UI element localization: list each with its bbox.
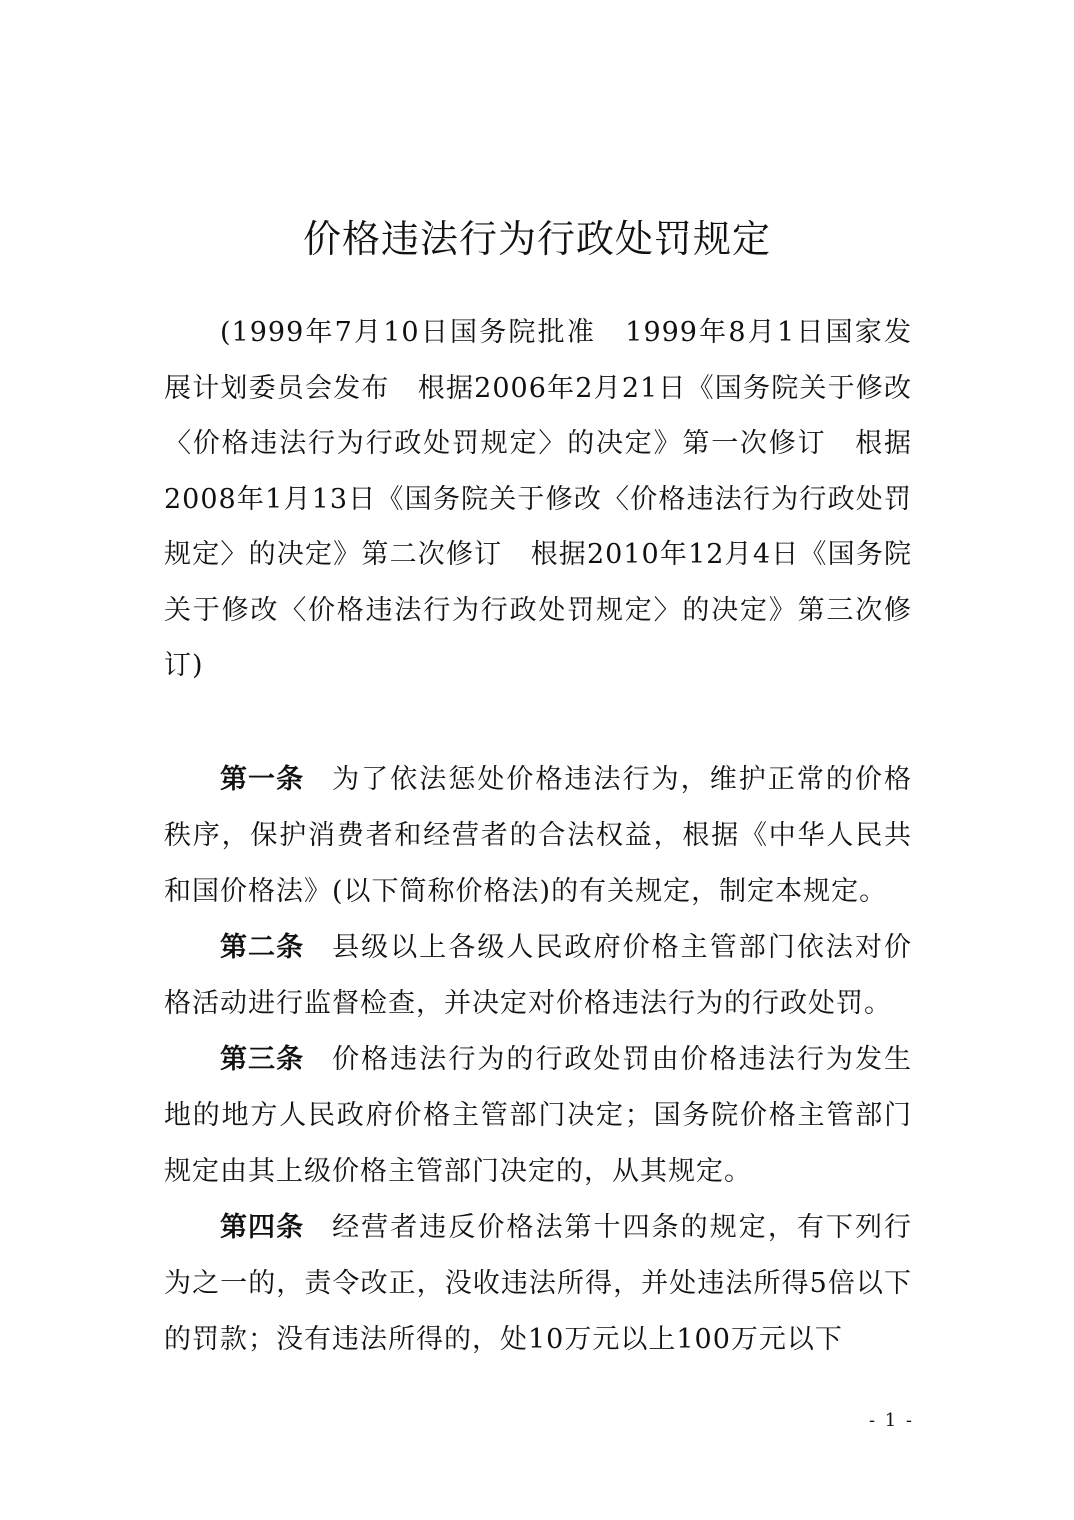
article-3-label: 第三条 bbox=[220, 1044, 305, 1075]
article-3-text: 价格违法行为的行政处罚由价格违法行为发生地的地方人民政府价格主管部门决定；国务院价格主管部门规定由其上级价格主管部门决定的，从其规定。 bbox=[164, 1044, 913, 1187]
page-number: - 1 - bbox=[868, 1410, 914, 1431]
page-title: 价格违法行为行政处罚规定 bbox=[302, 217, 771, 262]
article-4-text: 经营者违反价格法第十四条的规定，有下列行为之一的，责令改正，没收违法所得，并处违法所得5倍以下的罚款；没有违法所得的，处10万元以上100万元以下 bbox=[164, 1212, 913, 1355]
article-1-label: 第一条 bbox=[220, 764, 305, 795]
article-list bbox=[164, 752, 912, 1368]
article-2-text: 县级以上各级人民政府价格主管部门依法对价格活动进行监督检查，并决定对价格违法行为的行政处罚。 bbox=[164, 932, 913, 1019]
article-2 bbox=[164, 920, 912, 1032]
article-1-text: 为了依法惩处价格违法行为，维护正常的价格秩序，保护消费者和经营者的合法权益，根据《中华人民共和国价格法》(以下简称价格法)的有关规定，制定本规定。 bbox=[164, 764, 913, 907]
article-2-label: 第二条 bbox=[220, 932, 305, 963]
revision-note: (1999年7月10日国务院批准 1999年8月1日国家发展计划委员会发布 根据2006年2月21日《国务院关于修改〈价格违法行为行政处罚规定〉的决定》第一次修订 根据2008年1月13日《国务院关于修改〈价格违法行为行政处罚规定〉的决定》第二次修订 根据2010年12月4日《国务院关于修改〈价格违法行为行政处罚规定〉的决定》第三次修订) bbox=[164, 317, 912, 681]
article-4-label: 第四条 bbox=[220, 1212, 305, 1243]
article-1 bbox=[164, 752, 912, 920]
article-4 bbox=[164, 1200, 912, 1368]
article-3 bbox=[164, 1032, 912, 1200]
